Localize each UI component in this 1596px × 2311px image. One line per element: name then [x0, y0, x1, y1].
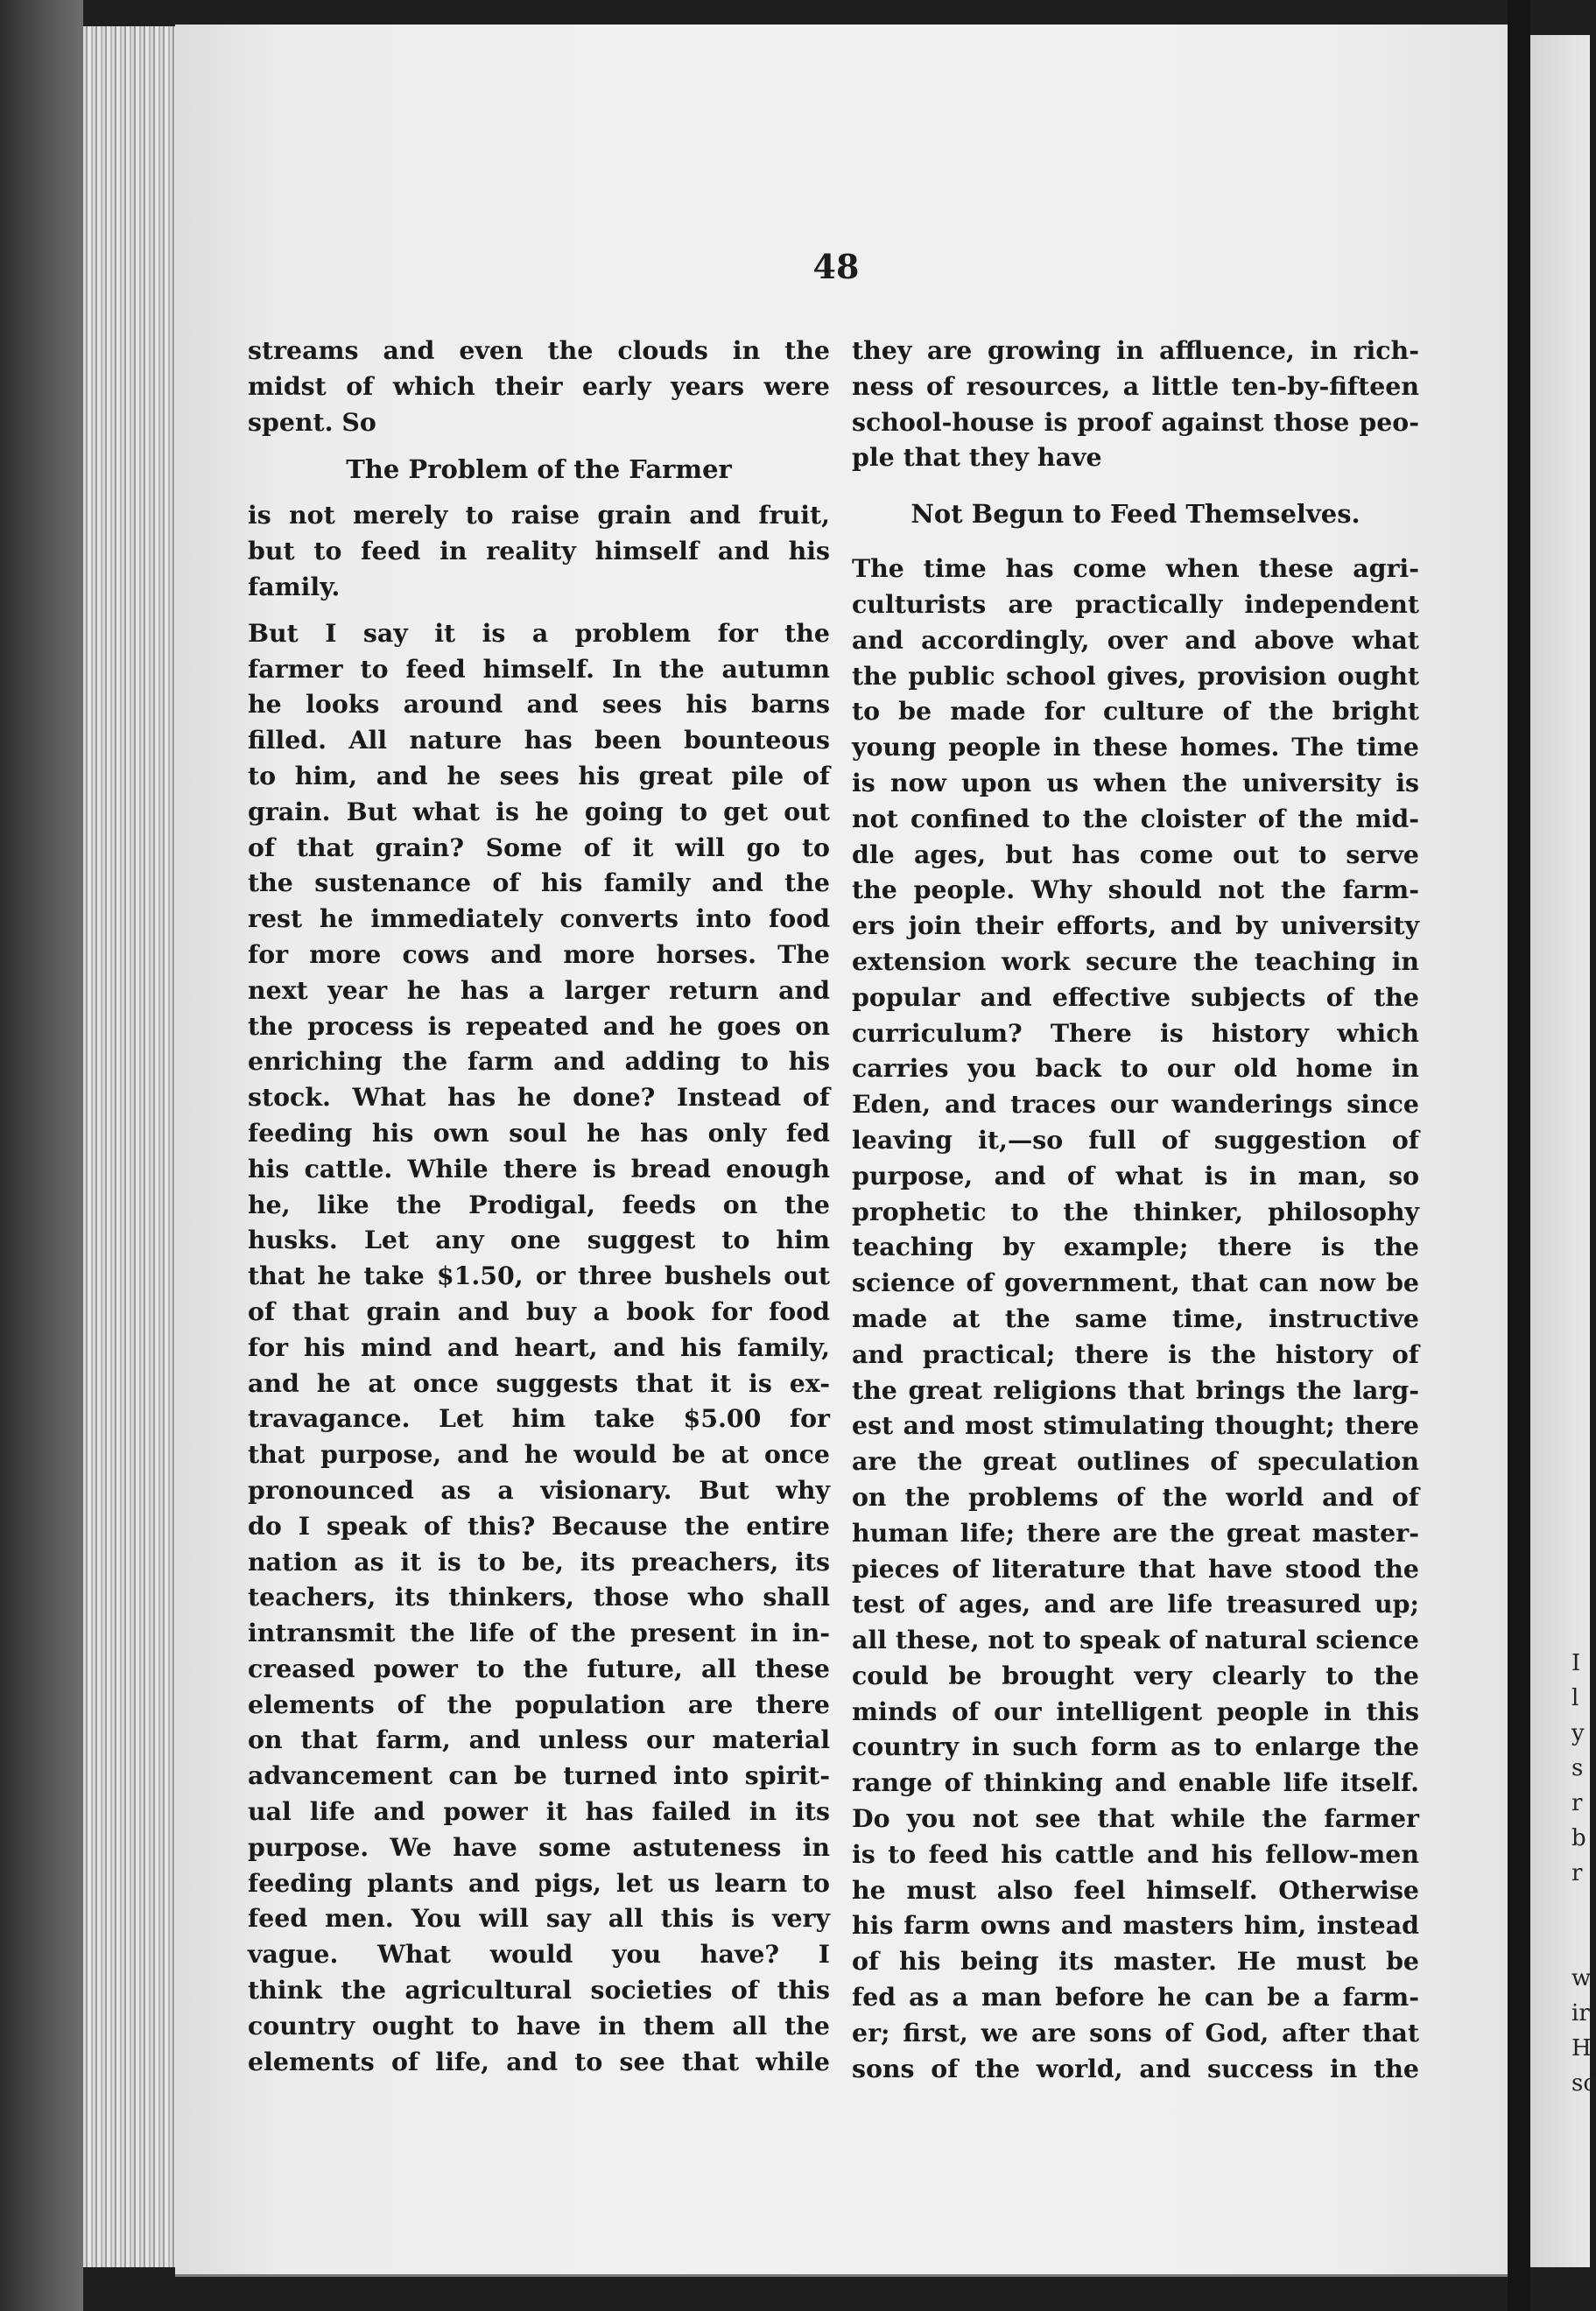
scan-frame-right [1508, 0, 1530, 2311]
text-line: pronounced as a visionary. But why [248, 1474, 830, 1505]
text-line: are the great outlines of speculation [852, 1446, 1419, 1477]
scan-frame-left [0, 0, 83, 2311]
text-line: er; first, we are sons of God, after that [852, 2017, 1419, 2048]
text-line: family. [248, 571, 341, 601]
text-line: carries you back to our old home in [852, 1053, 1419, 1084]
text-line: ers join their efforts, and by university [852, 910, 1419, 941]
text-line: feeding plants and pigs, let us learn to [248, 1867, 830, 1898]
peek-letter: w [1571, 1965, 1592, 1991]
text-line: midst of which their early years were [248, 370, 830, 401]
text-line: he must also feel himself. Otherwise [852, 1874, 1419, 1905]
text-line: purpose, and of what is in man, so [852, 1160, 1419, 1191]
text-line: vague. What would you have? I [248, 1939, 830, 1970]
text-line: feeding his own soul he has only fed [248, 1117, 830, 1148]
text-line: of that grain? Some of it will go to [248, 832, 830, 862]
next-page-edge [1530, 35, 1590, 2267]
text-line: prophetic to the thinker, philosophy [852, 1196, 1419, 1226]
text-line: culturists are practically independent [852, 588, 1419, 619]
text-line: the public school gives, provision ought [852, 660, 1419, 691]
text-line: could be brought very clearly to the [852, 1660, 1419, 1690]
text-line: advancement can be turned into spirit- [248, 1760, 830, 1791]
text-line: is not merely to raise grain and fruit, [248, 500, 830, 530]
text-line: enriching the farm and adding to his [248, 1046, 830, 1077]
text-line: popular and effective subjects of the [852, 981, 1419, 1012]
peek-letter: l [1571, 1685, 1579, 1711]
text-line: teachers, its thinkers, those who shall [248, 1582, 830, 1612]
text-line: teaching by example; there is the [852, 1232, 1419, 1262]
text-line: for more cows and more horses. The [248, 938, 830, 969]
right-paragraph-1 [852, 551, 1419, 2086]
next-page-fragment-2 [1571, 1961, 1596, 2101]
text-line: they are growing in affluence, in rich- [852, 335, 1419, 365]
text-line: stock. What has he done? Instead of [248, 1082, 830, 1113]
text-line: human life; there are the great master- [852, 1517, 1419, 1548]
text-line: and practical; there is the history of [852, 1338, 1419, 1369]
book-page-edges [83, 26, 179, 2267]
text-line: travagance. Let him take $5.00 for [248, 1403, 830, 1434]
text-line: of that grain and buy a book for food [248, 1296, 830, 1326]
peek-letter: H [1571, 2035, 1592, 2062]
peek-letter: r [1571, 1860, 1583, 1886]
section-heading-not-begun: Not Begun to Feed Themselves. [910, 499, 1360, 530]
text-line: think the agricultural societies of this [248, 1975, 830, 2005]
peek-letter: I [1571, 1650, 1581, 1676]
page-number: 48 [812, 247, 860, 286]
text-line: next year he has a larger return and [248, 974, 830, 1005]
text-line: intransmit the life of the present in in- [248, 1618, 830, 1648]
text-line: science of government, that can now be [852, 1268, 1419, 1298]
text-line: creased power to the future, all these [248, 1653, 830, 1683]
peek-letter: ir [1571, 2000, 1590, 2027]
text-line: curriculum? There is history which [852, 1017, 1419, 1048]
text-line: country ought to have in them all the [248, 2010, 830, 2041]
text-line: range of thinking and enable life itself. [852, 1767, 1419, 1798]
text-line: filled. All nature has been bounteous [248, 725, 830, 755]
text-line: The time has come when these agri- [852, 553, 1419, 584]
text-line: for his mind and heart, and his family, [248, 1331, 830, 1362]
text-line: and he at once suggests that it is ex- [248, 1367, 830, 1398]
right-column [852, 333, 1419, 2086]
peek-letter: b [1571, 1825, 1586, 1851]
text-line: on that farm, and unless our material [248, 1724, 830, 1755]
text-line: sons of the world, and success in the [852, 2053, 1419, 2083]
text-line: est and most stimulating thought; there [852, 1410, 1419, 1441]
text-line: leaving it,—so full of suggestion of [852, 1124, 1419, 1155]
text-line: on the problems of the world and of [852, 1481, 1419, 1512]
text-line: school-house is proof against those peo- [852, 406, 1419, 437]
next-page-fragment-1 [1571, 1646, 1586, 1891]
text-line: farmer to feed himself. In the autumn [248, 653, 830, 684]
peek-letter: s [1571, 1755, 1584, 1781]
text-line: made at the same time, instructive [852, 1303, 1419, 1333]
text-line: dle ages, but has come out to serve [852, 839, 1419, 869]
right-intro-paragraph [852, 333, 1419, 475]
text-line: young people in these homes. The time [852, 732, 1419, 762]
text-line: he, like the Prodigal, feeds on the [248, 1189, 830, 1219]
text-line: country in such form as to enlarge the [852, 1731, 1419, 1762]
text-line: but to feed in reality himself and his [248, 536, 830, 566]
text-line: grain. But what is he going to get out [248, 796, 830, 826]
text-line: fed as a man before he can be a farm- [852, 1982, 1419, 2012]
text-line: minds of our intelligent people in this [852, 1696, 1419, 1726]
text-line: streams and even the clouds in the [248, 335, 830, 365]
text-line: ness of resources, a little ten-by-fifteen [852, 370, 1419, 401]
text-line: elements of the population are there [248, 1689, 830, 1719]
text-line: extension work secure the teaching in [852, 945, 1419, 976]
text-line: the sustenance of his family and the [248, 868, 830, 898]
text-line: do I speak of this? Because the entire [248, 1510, 830, 1541]
text-line: But I say it is a problem for the [248, 617, 830, 648]
text-line: purpose. We have some astuteness in [248, 1831, 830, 1862]
text-line: is to feed his cattle and his fellow-men [852, 1838, 1419, 1869]
text-line: rest he immediately converts into food [248, 903, 830, 934]
text-line: that he take $1.50, or three bushels out [248, 1261, 830, 1291]
text-line: his cattle. While there is bread enough [248, 1153, 830, 1184]
section-heading-problem: The Problem of the Farmer [346, 454, 732, 485]
text-line: his farm owns and masters him, instead [852, 1910, 1419, 1941]
left-paragraph-2 [248, 615, 830, 2080]
left-intro-paragraph [248, 333, 830, 439]
text-line: Do you not see that while the farmer [852, 1803, 1419, 1834]
text-line: the great religions that brings the larg- [852, 1374, 1419, 1405]
text-line: of his being its master. He must be [852, 1946, 1419, 1977]
text-line: that purpose, and he would be at once [248, 1439, 830, 1470]
text-line: to be made for culture of the bright [852, 696, 1419, 727]
left-paragraph-1 [248, 497, 830, 604]
peek-letter: sc [1571, 2070, 1596, 2097]
text-line: elements of life, and to see that while [248, 2046, 830, 2076]
left-column [248, 333, 830, 2079]
text-line: spent. So [248, 406, 376, 437]
text-line: is now upon us when the university is [852, 767, 1419, 797]
peek-letter: r [1571, 1790, 1583, 1816]
peek-letter: y [1571, 1720, 1585, 1746]
text-line: feed men. You will say all this is very [248, 1903, 830, 1934]
text-line: not confined to the cloister of the mid- [852, 803, 1419, 833]
text-line: husks. Let any one suggest to him [248, 1225, 830, 1255]
text-line: Eden, and traces our wanderings since [852, 1089, 1419, 1120]
text-line: the people. Why should not the farm- [852, 875, 1419, 905]
text-line: the process is repeated and he goes on [248, 1010, 830, 1041]
text-line: all these, not to speak of natural science [852, 1625, 1419, 1655]
text-line: nation as it is to be, its preachers, its [248, 1546, 830, 1577]
text-line: to him, and he sees his great pile of [248, 760, 830, 790]
text-line: ple that they have [852, 442, 1102, 473]
text-line: ual life and power it has failed in its [248, 1796, 830, 1827]
text-line: he looks around and sees his barns [248, 689, 830, 720]
text-line: test of ages, and are life treasured up; [852, 1589, 1419, 1619]
text-line: pieces of literature that have stood the [852, 1553, 1419, 1584]
text-line: and accordingly, over and above what [852, 624, 1419, 655]
